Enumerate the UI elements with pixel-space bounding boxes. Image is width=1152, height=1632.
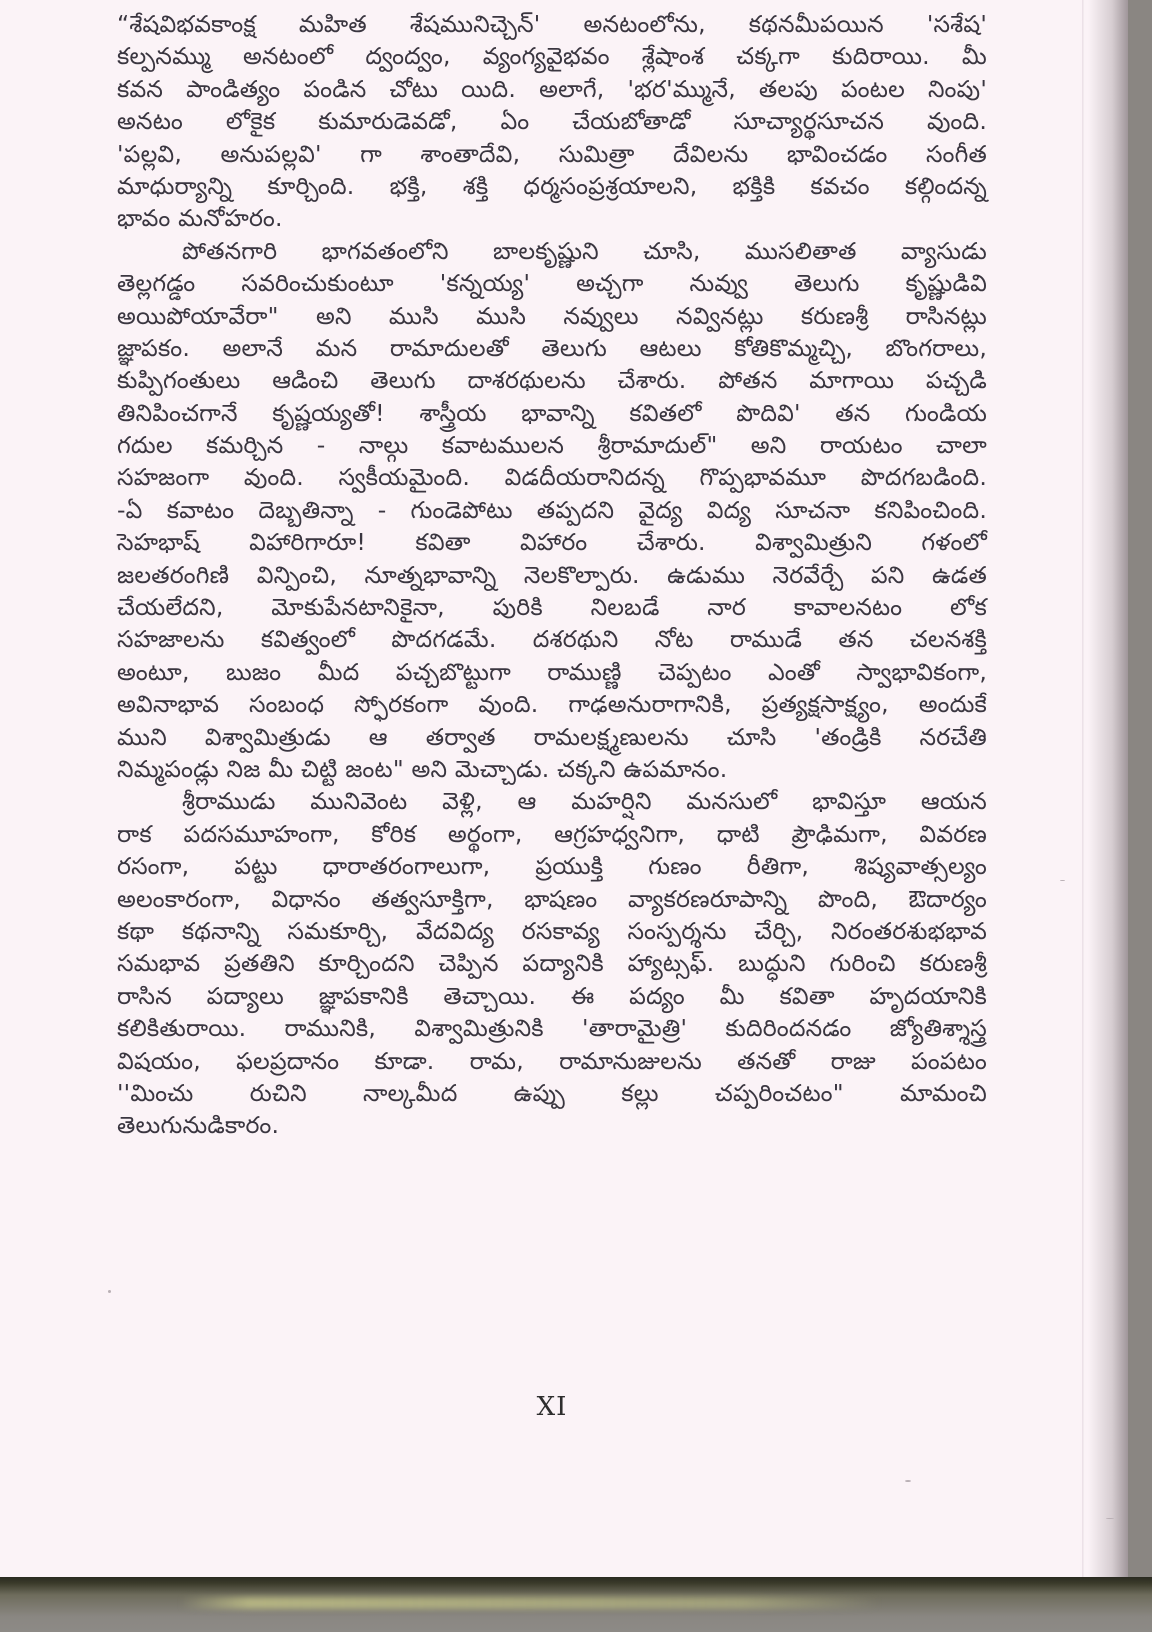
text-line: జలతరంగిణి విన్పించి, నూత్నభావాన్ని నెలకొల్పారు. ఉడుము నెరవేర్చే పని ఉడత xyxy=(117,560,987,589)
text-line: అవినాభావ సంబంధ స్ఫోరకంగా వుంది. గాఢఅనురాగానికి, ప్రత్యక్షసాక్ష్యం, అందుకే xyxy=(117,690,987,719)
scan-speck xyxy=(1106,1518,1114,1519)
text-line: తినిపించగానే కృష్ణయ్యతో! శాస్త్రీయ భావాన్ని కవితలో పొదివి' తన గుండియ xyxy=(117,398,987,427)
text-line: కుప్పిగంతులు ఆడించి తెలుగు దాశరథులను చేశారు. పోతన మాగాయి పచ్చడి xyxy=(117,366,987,395)
text-line: సహజంగా వుంది. స్వకీయమైంది. విడదీయరానిదన్న గొప్పభావమూ పొదగబడింది. xyxy=(117,463,987,492)
text-line: కల్పనమ్ము అనటంలో ద్వంద్వం, వ్యంగ్యవైభవం శ్లేషాంశ చక్కగా కుదిరాయి. మీ xyxy=(117,42,987,71)
text-line: సమభావ ప్రతతిని కూర్చిందని చెప్పిన పద్యానికి హ్యాట్సఫ్. బుద్ధుని గురించి కరుణశ్రీ xyxy=(117,949,987,978)
text-line: ముని విశ్వామిత్రుడు ఆ తర్వాత రామలక్ష్మణులను చూసి 'తండ్రికి నరచేతి xyxy=(117,722,987,751)
text-line: విషయం, ఫలప్రదానం కూడా. రామ, రామానుజులను తనతో రాజు పంపటం xyxy=(117,1046,987,1075)
text-line: నిమ్మపండ్లు నిజ మీ చిట్టి జంట" అని మెచ్చాడు. చక్కని ఉపమానం. xyxy=(117,754,728,783)
scanner-bed-edge xyxy=(0,1577,1152,1632)
scanner-glare xyxy=(180,1597,880,1609)
text-line: జ్ఞాపకం. అలానే మన రామాదులతో తెలుగు ఆటలు కోతికొమ్మచ్చి, బొంగరాలు, xyxy=(117,333,987,362)
page-body-text xyxy=(117,8,987,1142)
text-line: రాక పదసమూహంగా, కోరిక అర్థంగా, ఆగ్రహధ్వనిగా, ధాటి ప్రౌఢిమగా, వివరణ xyxy=(117,819,987,848)
text-line: శ్రీరాముడు మునివెంట వెళ్లి, ఆ మహర్షిని మనసులో భావిస్తూ ఆయన xyxy=(182,787,987,816)
text-line: భావం మనోహరం. xyxy=(117,204,283,233)
text-line: కలికితురాయి. రామునికి, విశ్వామిత్రునికి 'తారామైత్రి' కుదిరిందనడం జ్యోతిశ్శాస్త్ర xyxy=(117,1014,987,1043)
text-line: గదుల కమర్చిన - నాల్గు కవాటములన శ్రీరామాదుల్" అని రాయటం చాలా xyxy=(117,431,987,460)
text-line: -ఏ కవాటం దెబ్బతిన్నా - గుండెపోటు తప్పదని వైద్య విద్య సూచనా కనిపించింది. xyxy=(117,495,987,524)
text-line: తెల్లగడ్డం సవరించుకుంటూ 'కన్నయ్య' అచ్చగా నువ్వు తెలుగు కృష్ణుడివి xyxy=(117,269,987,298)
page-edge-shadow xyxy=(1088,0,1128,1577)
text-line: చేయలేదని, మోకుపేనటానికైనా, పురికి నిలబడే నార కావాలనటం లోక xyxy=(117,593,987,622)
text-line: అనటం లోకైక కుమారుడెవడో, ఏం చేయబోతాడో సూచ్యార్థసూచన వుంది. xyxy=(117,107,987,136)
text-line: “శేషవిభవకాంక్ష మహిత శేషమునిచ్చెన్' అనటంలోను, కథనమీపయిన 'సశేష' xyxy=(117,10,987,38)
text-line: ''మించు రుచిని నాల్కమీద ఉప్పు కల్లు చప్పరించటం" మామంచి xyxy=(117,1078,987,1107)
scan-speck xyxy=(1060,880,1065,881)
text-line: కథా కథనాన్ని సమకూర్చి, వేదవిద్య రసకావ్య సంస్పర్శను చేర్చి, నిరంతరశుభభావ xyxy=(117,916,987,945)
text-line: అలంకారంగా, విధానం తత్వసూక్తిగా, భాషణం వ్యాకరణరూపాన్ని పొంది, ఔదార్యం xyxy=(117,884,987,913)
scan-speck xyxy=(108,1290,111,1293)
text-line: సెహభాష్ విహారిగారూ! కవితా విహారం చేశారు. విశ్వామిత్రుని గళంలో xyxy=(117,528,987,557)
text-line: పోతనగారి భాగవతంలోని బాలకృష్ణుని చూసి, ముసలితాత వ్యాసుడు xyxy=(182,236,987,265)
text-line: 'పల్లవి, అనుపల్లవి' గా శాంతాదేవి, సుమిత్రా దేవిలను భావించడం సంగీత xyxy=(117,139,987,168)
text-line: రసంగా, పట్టు ధారాతరంగాలుగా, ప్రయుక్తి గుణం రీతిగా, శిష్యవాత్సల్యం xyxy=(117,852,987,881)
scan-speck xyxy=(905,1480,911,1482)
text-line: మాధుర్యాన్ని కూర్చింది. భక్తి, శక్తి ధర్మసంప్రశ్రయాలని, భక్తికి కవచం కల్గిందన్న xyxy=(117,171,987,200)
text-line: అయిపోయావేరా" అని ముసి ముసి నవ్వులు నవ్వినట్లు కరుణశ్రీ రాసినట్లు xyxy=(117,301,987,330)
text-line: అంటూ, బుజం మీద పచ్చబొట్టుగా రాముణ్ణి చెప్పటం ఎంతో స్వాభావికంగా, xyxy=(117,657,987,686)
page-number: XI xyxy=(536,1392,568,1422)
text-line: రాసిన పద్యాలు జ్ఞాపకానికి తెచ్చాయి. ఈ పద్యం మీ కవితా హృదయానికి xyxy=(117,981,987,1010)
text-line: కవన పాండిత్యం పండిన చోటు యిది. అలాగే, 'భర'మ్మునే, తలపు పంటల నింపు' xyxy=(117,74,987,103)
page-fold-line xyxy=(1082,0,1084,1577)
text-line: సహజాలను కవిత్వంలో పొదగడమే. దశరథుని నోట రాముడే తన చలనశక్తి xyxy=(117,625,987,654)
text-line: తెలుగునుడికారం. xyxy=(117,1111,280,1140)
